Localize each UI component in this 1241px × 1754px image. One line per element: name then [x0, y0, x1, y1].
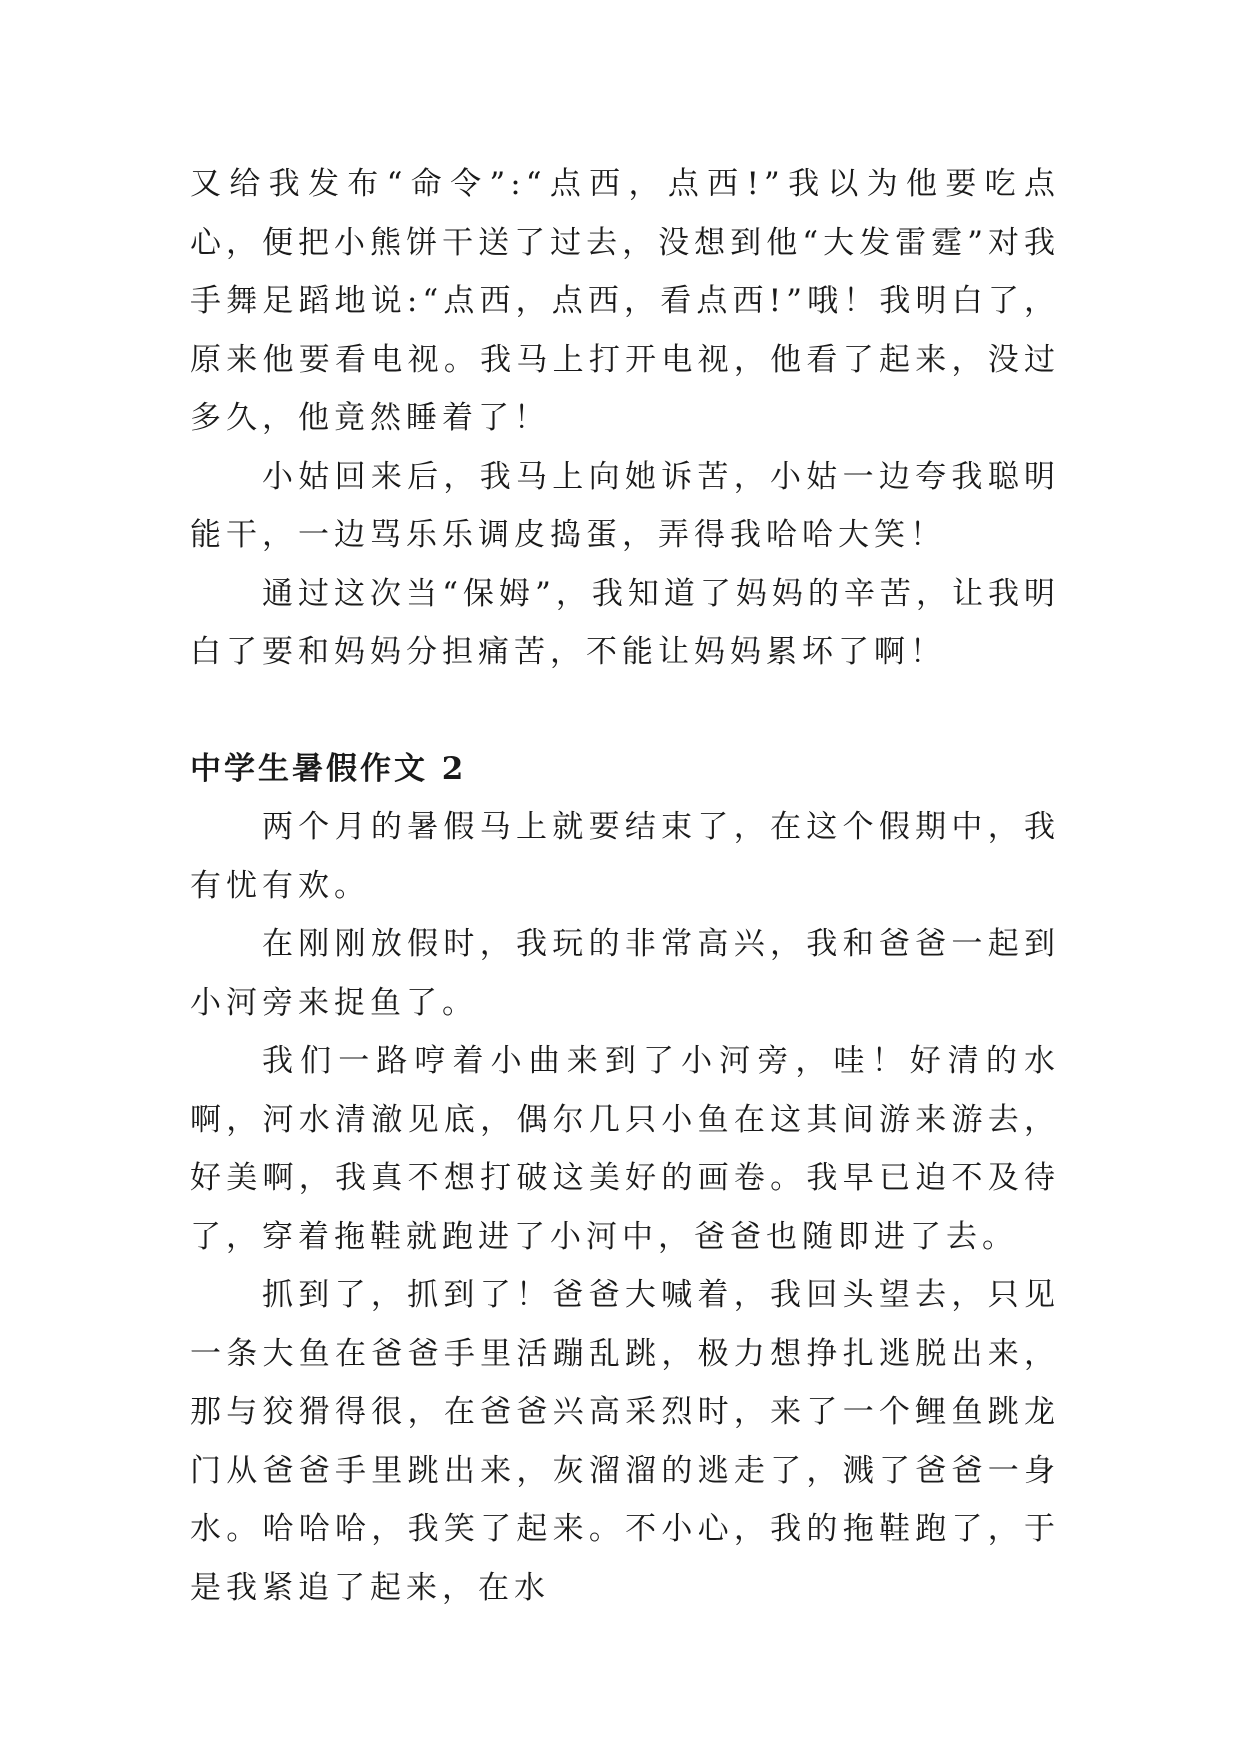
paragraph: 在刚刚放假时，我玩的非常高兴，我和爸爸一起到小河旁来捉鱼了。 [190, 926, 1060, 1021]
paragraph: 通过这次当“保姆”，我知道了妈妈的辛苦，让我明白了要和妈妈分担痛苦，不能让妈妈累坏了啊！ [190, 575, 1060, 670]
paragraph: 两个月的暑假马上就要结束了，在这个假期中，我有忧有欢。 [190, 809, 1060, 904]
paragraph: 抓到了，抓到了！爸爸大喊着，我回头望去，只见一条大鱼在爸爸手里活蹦乱跳，极力想挣扎逃脱出来，那与狡猾得很，在爸爸兴高采烈时，来了一个鲤鱼跳龙门从爸爸手里跳出来，灰溜溜的逃走了，溅了爸爸一身水。哈哈哈，我笑了起来。不小心，我的拖鞋跑了，于是我紧追了起来，在水 [190, 1277, 1060, 1606]
section-title: 中学生暑假作文 2 [190, 750, 467, 787]
document-body [190, 155, 1060, 1617]
paragraph: 我们一路哼着小曲来到了小河旁，哇！好清的水啊，河水清澈见底，偶尔几只小鱼在这其间游来游去，好美啊，我真不想打破这美好的画卷。我早已迫不及待了，穿着拖鞋就跑进了小河中，爸爸也随即进了去。 [190, 1043, 1060, 1255]
paragraph: 小姑回来后，我马上向她诉苦，小姑一边夸我聪明能干，一边骂乐乐调皮捣蛋，弄得我哈哈大笑！ [190, 458, 1060, 553]
paragraph-continued: 又给我发布“命令”:“点西，点西!”我以为他要吃点心，便把小熊饼干送了过去，没想到他“大发雷霆”对我手舞足蹈地说:“点西，点西，看点西!”哦！我明白了，原来他要看电视。我马上打开电视，他看了起来，没过多久，他竟然睡着了！ [190, 166, 1060, 436]
